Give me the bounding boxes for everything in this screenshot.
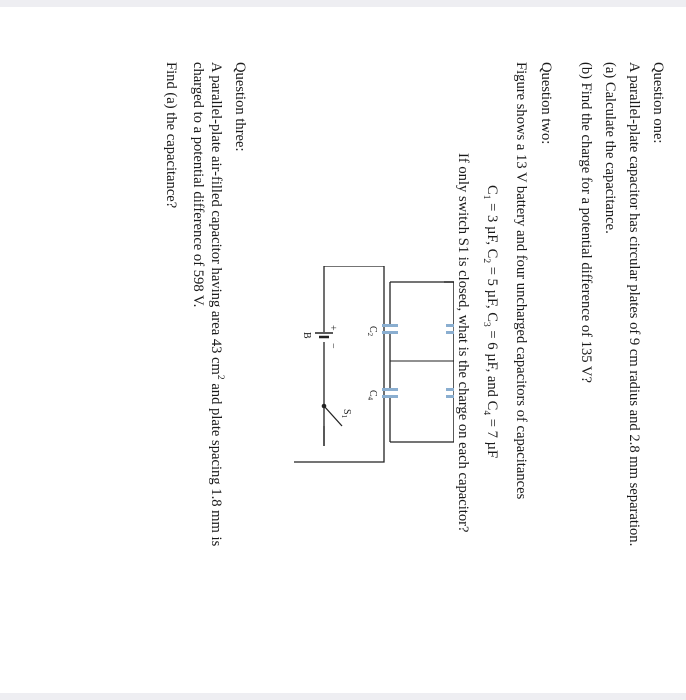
question-one-part-b: (b) Find the charge for a potential difference of 135 V? — [578, 62, 594, 383]
label-plus: + — [327, 325, 338, 331]
battery-b — [315, 332, 333, 342]
question-three-text-b: and plate spacing 1.8 mm is — [208, 379, 224, 547]
question-two-question: If only switch S1 is closed, what is the charge on each capacitor? — [455, 153, 471, 533]
switch-s1[interactable] — [322, 404, 342, 446]
capacitor-c3 — [446, 388, 454, 398]
question-one-text: A parallel-plate capacitor has circular plates of 9 cm radius and 2.8 mm separation. — [626, 62, 642, 547]
c3-subscript: 3 — [481, 321, 492, 327]
c2-subscript: 2 — [481, 258, 492, 264]
c4-value: = 7 µF — [484, 415, 500, 459]
question-three-text-a: A parallel-plate air-filled capacitor having area 43 cm — [208, 62, 224, 375]
area-unit-superscript: 2 — [214, 374, 225, 380]
top-frame-bar — [0, 0, 686, 7]
question-three-text — [208, 62, 224, 546]
c1-symbol: C — [484, 185, 500, 195]
c4-subscript: 4 — [481, 410, 492, 416]
c3-value: = 6 µF, and — [484, 326, 500, 401]
capacitor-c1 — [446, 324, 454, 334]
question-two-heading: Question two: — [538, 62, 554, 145]
label-s1: $S_1$ — [340, 409, 352, 419]
c1-subscript: 1 — [481, 194, 492, 200]
question-one-part-a: (a) Calculate the capacitance. — [602, 62, 618, 234]
question-three-text-line2: charged to a potential difference of 598 V. — [190, 62, 206, 308]
question-one-heading: Question one: — [650, 62, 666, 144]
label-b: B — [301, 332, 312, 339]
c4-symbol: C — [484, 400, 500, 411]
capacitance-values — [481, 185, 500, 459]
inner-top-wire — [390, 282, 454, 442]
bottom-frame-bar — [0, 693, 686, 700]
question-two-text: Figure shows a 13 V battery and four uncharged capacitors of capacitances — [513, 62, 529, 500]
c1-value: = 3 µF, — [484, 199, 500, 249]
outer-wire — [294, 266, 384, 462]
circuit-figure — [254, 266, 454, 510]
question-three-find: Find (a) the capacitance? — [163, 62, 179, 209]
c2-symbol: C — [484, 248, 500, 259]
label-c4: $C_4$ — [366, 390, 378, 401]
c2-value: = 5 µF, — [484, 263, 500, 313]
question-three-heading: Question three: — [232, 62, 248, 152]
label-c2: $C_2$ — [366, 326, 378, 337]
document-page — [0, 40, 686, 660]
label-minus: − — [327, 343, 338, 349]
c3-symbol: C — [484, 312, 500, 322]
battery-wire — [324, 266, 354, 446]
